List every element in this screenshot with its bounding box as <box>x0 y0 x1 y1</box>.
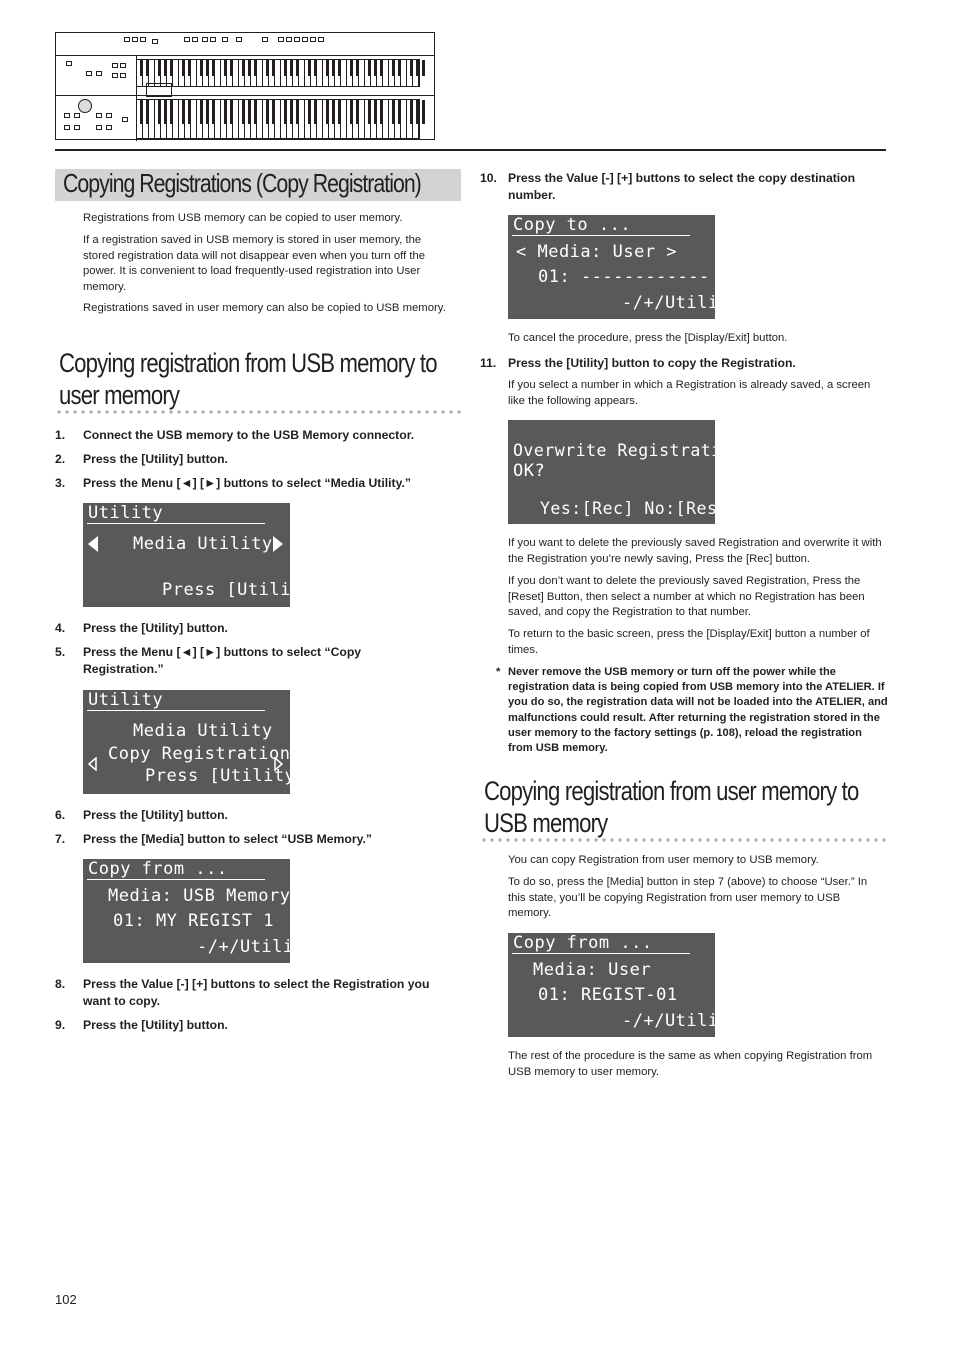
black-key <box>158 60 161 76</box>
subsection-title-line: user memory <box>59 380 180 410</box>
black-key <box>248 60 251 76</box>
black-key <box>266 100 269 124</box>
intro-paragraph: Registrations from USB memory can be copied to user memory. <box>83 212 403 224</box>
black-key <box>170 100 173 124</box>
black-key <box>224 100 227 124</box>
lcd-line: 01: MY REGIST 1 <box>113 911 275 931</box>
step-text: Press the [Utility] button. <box>83 808 228 822</box>
black-key <box>212 100 215 124</box>
black-key <box>206 60 209 76</box>
black-key <box>254 60 257 76</box>
step-number: 4. <box>55 621 66 635</box>
lcd-line: Yes:[Rec] No:[Reset] <box>540 499 749 518</box>
black-key <box>410 60 413 76</box>
black-key <box>212 60 215 76</box>
black-key <box>182 100 185 124</box>
black-key <box>272 60 275 76</box>
black-key <box>230 100 233 124</box>
black-key <box>374 100 377 124</box>
black-key <box>266 60 269 76</box>
black-key <box>200 100 203 124</box>
lcd-screen-overwrite <box>508 420 749 524</box>
black-key <box>158 100 161 124</box>
header-rule <box>55 149 886 151</box>
black-key <box>350 100 353 124</box>
black-key <box>332 100 335 124</box>
black-key <box>284 60 287 76</box>
paragraph: The rest of the procedure is the same as when copying Registration from USB memory to user memory. <box>508 1050 873 1078</box>
paragraph: To do so, press the [Media] button in step 7 (above) to choose “User.” In this state, you’ll be copying Registration from user memory to USB memory. <box>508 876 868 919</box>
lcd-title: Utility <box>88 503 164 523</box>
subsection-title <box>59 347 437 411</box>
step-number: 8. <box>55 977 66 991</box>
intro-paragraph: If a registration saved in USB memory is stored in user memory, the stored registration data will not disappear even when you turn off the power. It is convenient to load frequently-used registration into User memory. <box>83 234 426 293</box>
black-key <box>416 60 419 76</box>
step-text: Connect the USB memory to the USB Memory connector. <box>83 428 415 442</box>
black-key <box>326 60 329 76</box>
lcd-line: Overwrite Registration <box>513 441 743 460</box>
black-key <box>164 100 167 124</box>
black-key <box>338 60 341 76</box>
step-number: 6. <box>55 808 66 822</box>
paragraph: If you select a number in which a Registration is already saved, a screen like the following appears. <box>508 379 871 407</box>
step-number: 5. <box>55 645 66 659</box>
intro-paragraph: Registrations saved in user memory can also be copied to USB memory. <box>83 302 446 314</box>
step-number: 3. <box>55 476 66 490</box>
black-key <box>248 100 251 124</box>
lcd-line: Media Utility <box>133 721 273 741</box>
black-key <box>206 100 209 124</box>
lcd-line: OK? <box>513 461 546 481</box>
black-key <box>326 100 329 124</box>
lcd-title: Copy from ... <box>88 859 228 879</box>
lcd-screen-copy-to <box>508 215 741 319</box>
lcd-underline <box>87 879 265 880</box>
lcd-line: Media: User <box>533 960 652 980</box>
black-key <box>164 60 167 76</box>
step-text: Press the Menu [◄] [►] buttons to select “Media Utility.” <box>83 476 411 490</box>
black-key <box>170 60 173 76</box>
lcd-title: Copy from ... <box>513 933 653 953</box>
paragraph: You can copy Registration from user memory to USB memory. <box>508 854 819 866</box>
lcd-line: < Media: User > <box>516 242 678 262</box>
warning-note: Never remove the USB memory or turn off the power while the registration data is being copied from USB memory into the ATELIER. If you do so, the registration data will not be loaded into the ATELIER, and malfunctions could result. After returning the registration stored in the user memory to the factory settings (p. 108), reload the registration from USB memory. <box>508 666 888 755</box>
black-key <box>140 60 143 76</box>
black-key <box>392 100 395 124</box>
subsection-title-line: USB memory <box>484 808 608 838</box>
lcd-screen-copy-from-usb <box>83 859 316 963</box>
black-key <box>356 60 359 76</box>
page-number: 102 <box>55 1292 77 1307</box>
black-key <box>296 100 299 124</box>
step-number: 1. <box>55 428 66 442</box>
paragraph: If you don’t want to delete the previously saved Registration, Press the [Reset] Button, then select a number at which no Registration has been saved, and copy the Registration to that number. <box>508 575 865 618</box>
black-key <box>314 60 317 76</box>
black-key <box>146 100 149 124</box>
lcd-line: 01: ------------ <box>538 267 710 287</box>
note-asterisk: * <box>496 666 501 678</box>
dotted-rule <box>55 410 463 414</box>
black-key <box>230 60 233 76</box>
lcd-line: Press [Utility] <box>145 766 307 786</box>
step-text: Press the [Utility] button to copy the Registration. <box>508 356 796 370</box>
black-key <box>254 100 257 124</box>
black-key <box>338 100 341 124</box>
step-text: Press the Menu [◄] [►] buttons to select “Copy Registration.” <box>83 645 362 676</box>
black-key <box>188 60 191 76</box>
paragraph: If you want to delete the previously saved Registration and overwrite it with the Registration you’re newly saving, Press the [Rec] button. <box>508 537 882 565</box>
step-text: Press the [Utility] button. <box>83 621 228 635</box>
black-key <box>332 60 335 76</box>
paragraph: To cancel the procedure, press the [Display/Exit] button. <box>508 332 788 344</box>
step-number: 2. <box>55 452 66 466</box>
subsection-title-line: Copying registration from user memory to <box>484 776 859 806</box>
lcd-title: Copy to ... <box>513 215 632 235</box>
left-arrow-icon <box>88 536 98 552</box>
black-key <box>422 100 425 124</box>
subsection-title-line: Copying registration from USB memory to <box>59 348 437 378</box>
black-key <box>140 100 143 124</box>
step-number: 10. <box>480 171 497 185</box>
black-key <box>350 60 353 76</box>
black-key <box>398 100 401 124</box>
lcd-underline <box>512 953 690 954</box>
lcd-screen-copy-from-user <box>508 933 741 1037</box>
black-key <box>290 100 293 124</box>
black-key <box>188 100 191 124</box>
black-key <box>392 60 395 76</box>
black-key <box>224 60 227 76</box>
black-key <box>314 100 317 124</box>
black-key <box>290 60 293 76</box>
step-number: 11. <box>480 356 497 370</box>
paragraph: To return to the basic screen, press the [Display/Exit] button a number of times. <box>508 628 870 656</box>
black-key <box>242 100 245 124</box>
subsection-title <box>484 775 858 839</box>
step-number: 9. <box>55 1018 66 1032</box>
black-key <box>308 100 311 124</box>
lcd-underline <box>512 235 690 236</box>
black-key <box>398 60 401 76</box>
black-key <box>368 100 371 124</box>
lcd-line: 01: REGIST-01 <box>538 985 678 1005</box>
lcd-underline <box>87 523 265 524</box>
black-key <box>416 100 419 124</box>
step-text: Press the Value [-] [+] buttons to select the copy destination number. <box>508 171 856 202</box>
black-key <box>296 60 299 76</box>
step-number: 7. <box>55 832 66 846</box>
lcd-screen-utility-copy <box>83 690 307 794</box>
step-text: Press the [Utility] button. <box>83 452 228 466</box>
right-arrow-icon <box>273 536 283 552</box>
left-arrow-icon <box>88 757 97 771</box>
lcd-line: Copy Registration <box>108 744 291 764</box>
step-text: Press the Value [-] [+] buttons to select the Registration you want to copy. <box>83 977 430 1008</box>
black-key <box>410 100 413 124</box>
section-title: Copying Registrations (Copy Registration) <box>63 168 421 198</box>
lcd-title: Utility <box>88 690 164 710</box>
black-key <box>272 100 275 124</box>
lcd-line: Media: USB Memory <box>108 886 291 906</box>
black-key <box>242 60 245 76</box>
organ-illustration <box>55 32 435 140</box>
lcd-underline <box>87 710 265 711</box>
lcd-line: Press [Utility] <box>162 580 324 600</box>
black-key <box>422 60 425 76</box>
lcd-line: Media Utility <box>133 534 273 554</box>
black-key <box>200 60 203 76</box>
black-key <box>374 60 377 76</box>
step-text: Press the [Utility] button. <box>83 1018 228 1032</box>
lcd-line: -/+/Utility <box>622 1011 741 1031</box>
black-key <box>368 60 371 76</box>
black-key <box>182 60 185 76</box>
black-key <box>308 60 311 76</box>
black-key <box>284 100 287 124</box>
black-key <box>380 100 383 124</box>
black-key <box>356 100 359 124</box>
black-key <box>146 60 149 76</box>
lcd-screen-utility <box>83 503 324 607</box>
dotted-rule <box>480 838 888 842</box>
step-text: Press the [Media] button to select “USB Memory.” <box>83 832 372 846</box>
lcd-line: -/+/Utility <box>197 937 316 957</box>
black-key <box>380 60 383 76</box>
lcd-line: -/+/Utility <box>622 293 741 313</box>
